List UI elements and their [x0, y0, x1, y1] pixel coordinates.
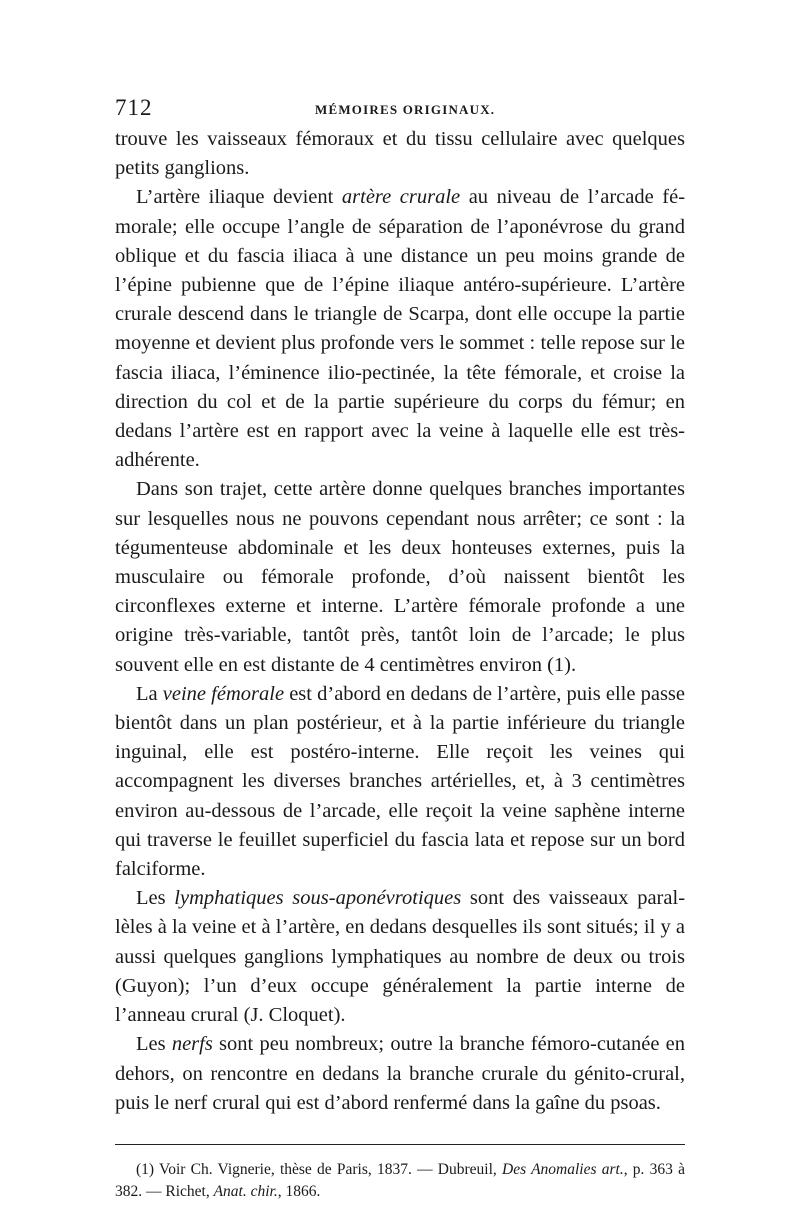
- text-run: Les: [136, 887, 175, 910]
- paragraph: [115, 125, 685, 183]
- text-run: sont peu nombreux; outre la branche fémoro-cutanée en dehors, on rencontre en dedans la branche crurale du génito-crural, puis le nerf crural qui est d’abord renfermé dans la gaîne du psoas.: [115, 1033, 685, 1114]
- text-run: L’artère iliaque devient: [136, 186, 342, 209]
- paragraph: [115, 183, 685, 475]
- paragraph: [115, 475, 685, 679]
- text-run: La: [136, 682, 163, 705]
- footnotes: [115, 1159, 685, 1203]
- italic-text: veine fémorale: [162, 682, 285, 705]
- paragraph: [115, 1030, 685, 1118]
- text-run: , p. 363 à 382. — Richet,: [115, 1160, 686, 1200]
- text-run: , 1866.: [277, 1182, 321, 1200]
- italic-text: artère crurale: [341, 186, 461, 209]
- footnote: [115, 1159, 685, 1203]
- text-run: trouve les vaisseaux fémoraux et du tissu cellulaire avec quelques petits ganglions.: [115, 128, 685, 180]
- page-number: 712: [115, 95, 153, 120]
- italic-text: nerfs: [171, 1033, 213, 1056]
- text-run: sont des vaisseaux parallèles à la veine et à l’artère, en dedans desquelles ils sont situés; il y a aussi quelques ganglions lymphatiques au nombre de deux ou trois (Guyon); l’un d’eux occupe généralement la partie interne de l’anneau crural (J. Cloquet).: [115, 887, 686, 1027]
- page: [115, 95, 685, 1203]
- text-run: (1) Voir Ch. Vignerie, thèse de Paris, 1837. — Dubreuil,: [136, 1160, 503, 1178]
- text-run: Les: [136, 1033, 172, 1056]
- paragraph: [115, 884, 685, 1030]
- text-run: est d’abord en dedans de l’artère, puis elle passe bientôt dans un plan postérieur, et à la partie inférieure du triangle inguinal, elle est postéro-interne. Elle reçoit les veines qui accompagnent les diverses branches artérielles, et, à 3 centimètres environ au-dessous de l’arcade, elle reçoit la veine saphène interne qui traverse le feuillet superficiel du fascia lata et repose sur un bord falciforme.: [115, 682, 685, 881]
- italic-text: Des Anomalies art.: [502, 1160, 624, 1178]
- text-run: Dans son trajet, cette artère donne quelques branches importantes sur lesquelles nous ne pouvons cependant nous arrêter; ce sont : la tégumenteuse abdominale et les deux honteuses externes, puis la musculaire ou fémorale profonde, d’où naissent bientôt les circonflexes externe et interne. L’artère fémorale profonde a une origine très-variable, tantôt près, tantôt loin de l’arcade; le plus souvent elle en est distante de 4 centimètres environ (1).: [115, 478, 685, 676]
- page-header: [115, 95, 685, 125]
- running-title: MÉMOIRES ORIGINAUX.: [315, 102, 496, 117]
- paragraph: [115, 680, 685, 884]
- footnote-rule: [115, 1144, 685, 1145]
- body-text: [115, 125, 685, 1118]
- text-run: au niveau de l’arcade fémorale; elle occupe l’angle de séparation de l’aponévrose du grand oblique et du fascia iliaca à une distance un peu moins grande de l’épine pubienne que de l’épine iliaque antéro-supérieure. L’artère crurale descend dans le triangle de Scarpa, dont elle occupe la partie moyenne et devient plus profonde vers le sommet : telle repose sur le fascia iliaca, l’éminence ilio-pectinée, la tête fémorale, et croise la direction du col et de la partie supérieure du corps du fémur; en dedans l’artère est en rapport avec la veine à laquelle elle est très-adhérente.: [115, 186, 686, 472]
- italic-text: lymphatiques sous-aponévrotiques: [174, 887, 462, 910]
- italic-text: Anat. chir.: [213, 1182, 278, 1200]
